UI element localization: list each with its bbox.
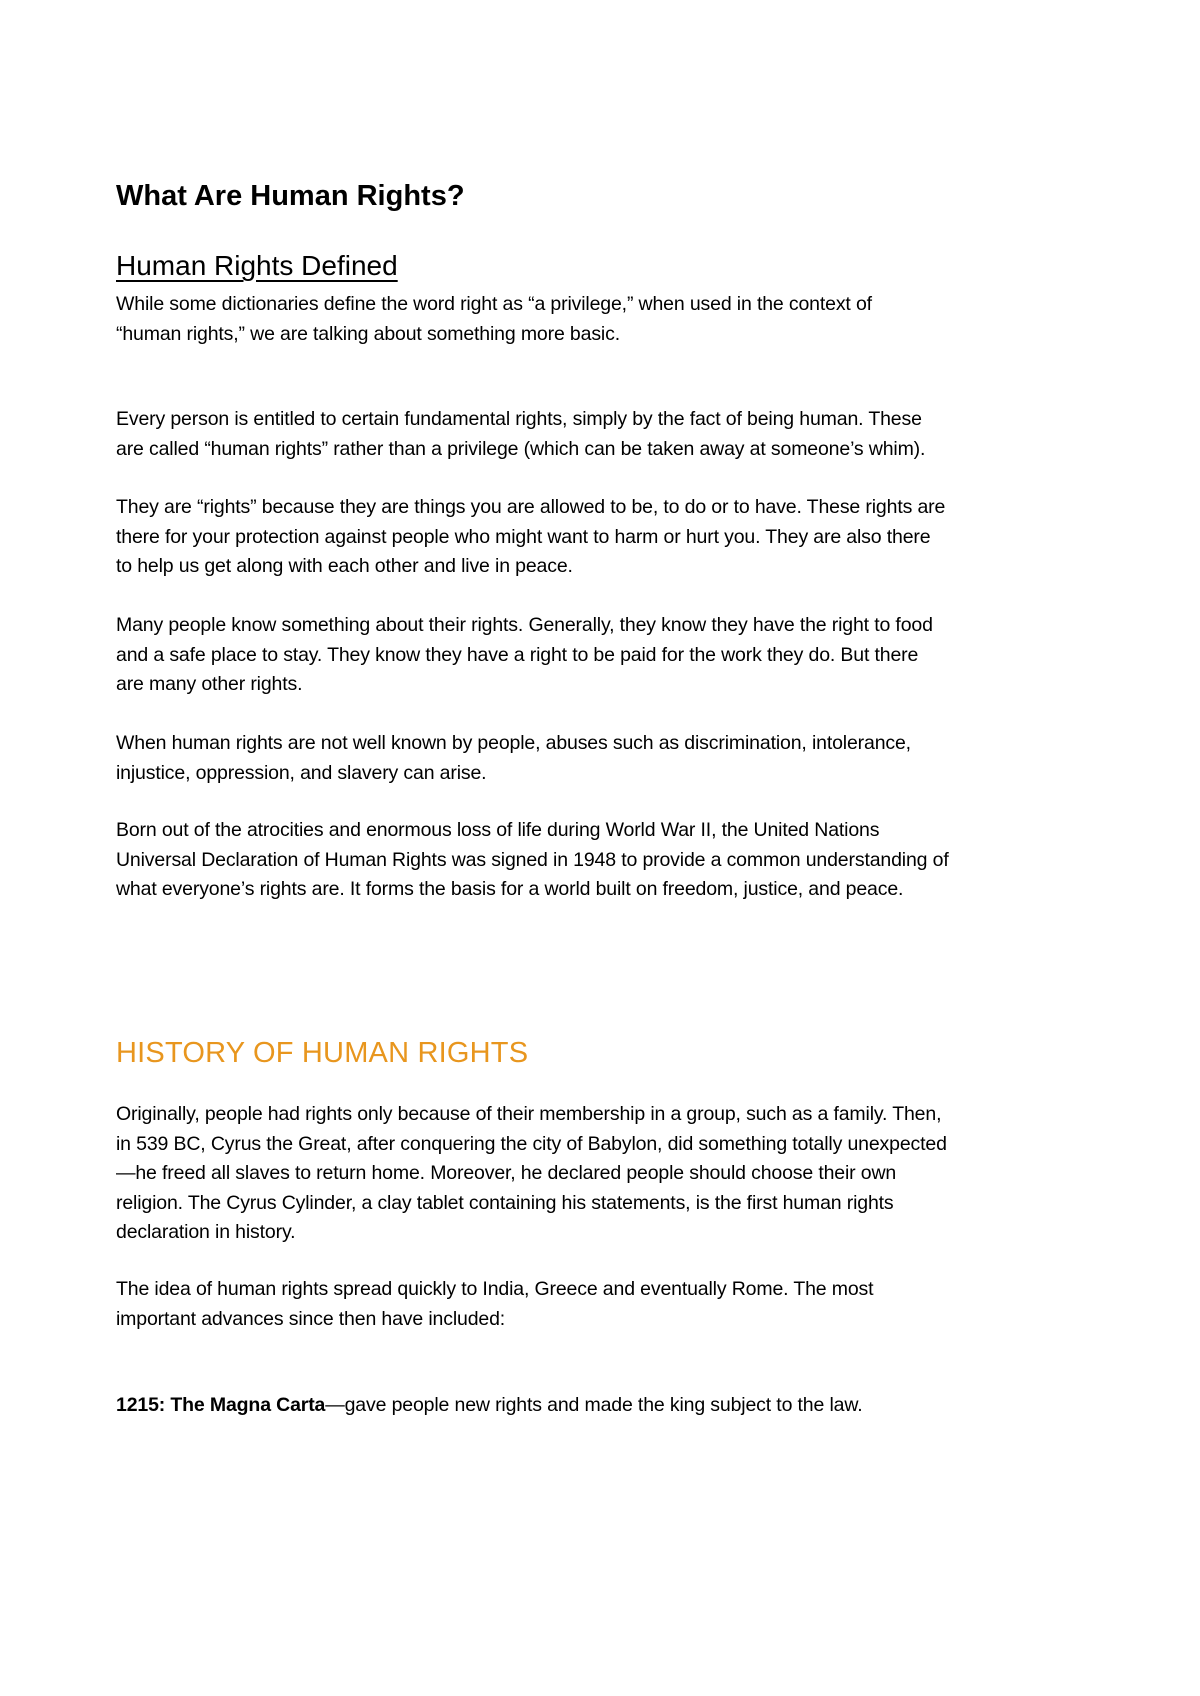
milestone-text: —gave people new rights and made the king subject to the law.	[325, 1394, 863, 1416]
paragraph-line: Universal Declaration of Human Rights was signed in 1948 to provide a common understanding of	[116, 848, 949, 871]
document-title: What Are Human Rights?	[116, 180, 465, 212]
paragraph-line: injustice, oppression, and slavery can arise.	[116, 761, 487, 784]
paragraph-line: and a safe place to stay. They know they have a right to be paid for the work they do. But there	[116, 643, 919, 666]
paragraph-line: “human rights,” we are talking about something more basic.	[116, 322, 620, 345]
paragraph-line: They are “rights” because they are things you are allowed to be, to do or to have. These rights are	[116, 496, 946, 518]
paragraph-line: Many people know something about their rights. Generally, they know they have the right to food	[116, 614, 933, 636]
paragraph-line: what everyone’s rights are. It forms the basis for a world built on freedom, justice, and peace.	[116, 878, 904, 900]
paragraph-line: Born out of the atrocities and enormous loss of life during World War II, the United Nations	[116, 819, 880, 841]
section-heading-history: HISTORY OF HUMAN RIGHTS	[116, 1037, 529, 1069]
paragraph-history-spread	[116, 1275, 1096, 1334]
paragraph-why-rights	[116, 493, 1096, 582]
paragraph-line: important advances since then have included:	[116, 1307, 506, 1330]
paragraph-line: The idea of human rights spread quickly to India, Greece and eventually Rome. The most	[116, 1278, 874, 1300]
paragraph-line: declaration in history.	[116, 1221, 296, 1243]
paragraph-line: When human rights are not well known by people, abuses such as discrimination, intolerance,	[116, 732, 911, 754]
paragraph-line: are called “human rights” rather than a privilege (which can be taken away at someone’s whim).	[116, 437, 926, 460]
paragraph-line: to help us get along with each other and live in peace.	[116, 555, 573, 577]
paragraph-line: While some dictionaries define the word right as “a privilege,” when used in the context of	[116, 293, 872, 315]
paragraph-abuses	[116, 729, 1096, 788]
paragraph-know-rights	[116, 611, 1096, 700]
paragraph-line: —he freed all slaves to return home. Moreover, he declared people should choose their own	[116, 1162, 897, 1184]
milestone-magna-carta	[116, 1391, 1096, 1421]
paragraph-line: Every person is entitled to certain fundamental rights, simply by the fact of being human. These	[116, 408, 922, 430]
paragraph-fundamental-rights	[116, 405, 1096, 464]
paragraph-line: in 539 BC, Cyrus the Great, after conquering the city of Babylon, did something totally unexpected	[116, 1132, 947, 1155]
milestone-line	[116, 1391, 1096, 1421]
paragraph-line: religion. The Cyrus Cylinder, a clay tablet containing his statements, is the first human rights	[116, 1191, 894, 1214]
milestone-label: 1215: The Magna Carta	[116, 1394, 326, 1416]
paragraph-line: there for your protection against people who might want to harm or hurt you. They are also there	[116, 525, 931, 548]
paragraph-history-origins	[116, 1100, 1096, 1248]
paragraph-udhr	[116, 816, 1096, 905]
paragraph-line: are many other rights.	[116, 673, 303, 695]
paragraph-definition	[116, 290, 1096, 349]
subheading-human-rights-defined: Human Rights Defined	[116, 250, 398, 281]
paragraph-line: Originally, people had rights only because of their membership in a group, such as a family. Then,	[116, 1103, 942, 1125]
